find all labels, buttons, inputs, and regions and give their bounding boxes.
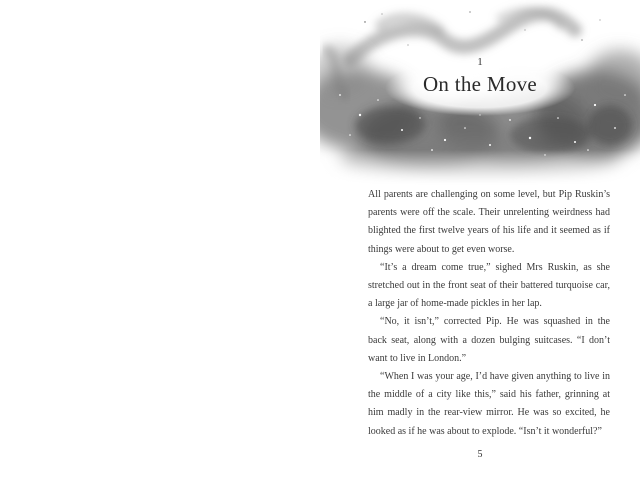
chapter-body: [368, 186, 610, 441]
chapter-number: 1: [477, 56, 483, 68]
paragraph: “It’s a dream come true,” sighed Mrs Ruskin, as she stretched out in the front seat of their battered turquoise car, a large jar of home-made pickles in her lap.: [368, 261, 610, 310]
paragraph: All parents are challenging on some level, but Pip Ruskin’s parents were off the scale. Their unrelenting weirdness had blighted the first twelve years of his life and it seemed as if things were about to get even worse.: [368, 189, 610, 255]
chapter-title: On the Move: [422, 72, 538, 96]
paragraph: “When I was your age, I’d have given anything to live in the middle of a city like this,” said his father, grinning at him madly in the rear-view mirror. He was so excited, he looked as if he was about to explode. “Isn’t it wonderful?”: [368, 371, 610, 437]
paragraph: “No, it isn’t,” corrected Pip. He was squashed in the back seat, along with a dozen bulging suitcases. “I don’t want to live in London.”: [368, 316, 610, 364]
page-number: 5: [477, 449, 483, 460]
right-page: [320, 0, 640, 488]
